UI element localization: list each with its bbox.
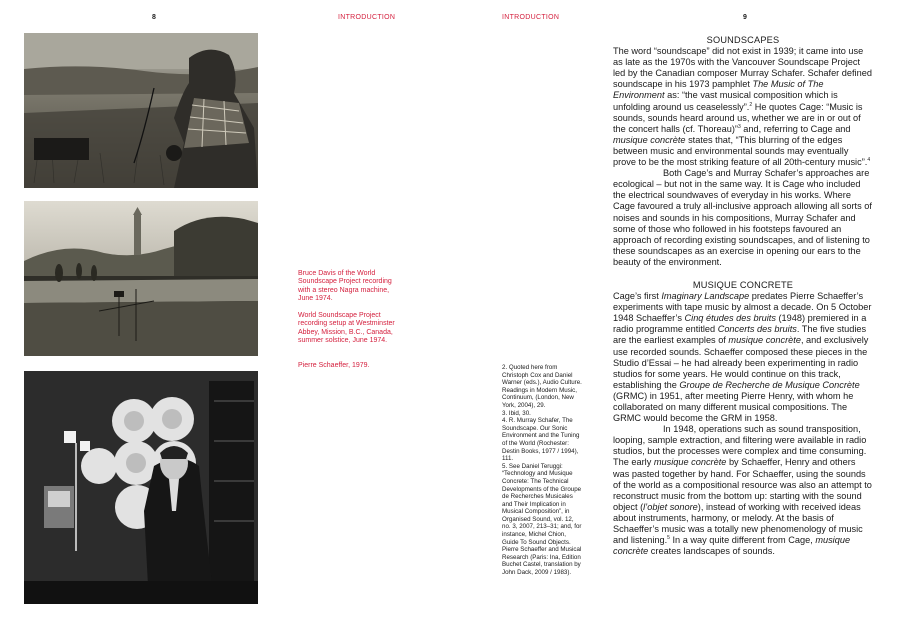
body-text-column (613, 35, 873, 557)
right-running-head: INTRODUCTION (502, 14, 560, 21)
left-folio: 8 (152, 14, 156, 21)
caption-photo-3: Pierre Schaeffer, 1979. (298, 362, 370, 369)
section-heading-musique-concrete: MUSIQUE CONCRETE (692, 279, 794, 290)
footnote-ref-2: 2 (749, 101, 753, 108)
paragraph-soundscapes-1: The word “soundscape” did not exist in 1939; it came into use as late as the 1970s with the Vancouver Soundscape Project led by the Canadian composer Murray Schafer. Schafer defined soundscape in his 1973 pamphlet The Music of The Environment as: “the vast musical composition which is unfolding around us ceaselessly”.$^2$ He quotes Cage: “Music is sounds, sounds heard around us, whether we are in or out of the concert halls (cf. Thoreau)”$^3$ and, referring to Cage and musique concrète states that, “This blurring of the edges between music and environmental sounds may eventually prove to be the most striking feature of all 20th-century music”.$^4$ (613, 46, 872, 168)
paragraph-musique-concrete-2: In 1948, operations such as sound transposition, looping, sample extraction, and filtering were available in radio studios, but the processes were complex and time consuming. The early musique concrète by Schaeffer, Henry and others was pasted together by hand. For Schaeffer, using the sounds of the world as a compositional resource was also an attempt to reconstruct music from the bottom up: starting with the sound object (l’objet sonore), instead of working with received ideas about instruments, harmony, or melody. At the basis of Schaeffer’s music was a totally new phenomenology of music and listening.$^5$ In a way quite different from Cage, musique concrète creates landscapes of sounds. (613, 424, 872, 557)
footnote-4: 4. R. Murray Schafer, The Soundscape. Our Sonic Environment and the Tuning of the World (Rochester: Destin Books, 1977 / 1994), 111. (502, 417, 580, 463)
photo-recording-in-field (24, 33, 258, 188)
right-folio: 9 (743, 14, 747, 21)
footnote-5: 5. See Daniel Teruggi: “Technology and Musique Concrete: The Technical Developments of the Groupe de Recherches Musicales and Their Implication in Musical Composition”, in Organised Sound, vol. 12, no. 3, 2007, 213–31; and, for instance, Michel Chion, Guide To Sound Objects. Pierre Schaeffer and Musical Research (Paris: Ina, Edition Buchet Castel, translation by John Dack, 2009 / 1983). (502, 462, 582, 577)
caption-photo-1: Bruce Davis of the World Soundscape Project recording with a stereo Nagra machine, June 1974. (298, 270, 392, 303)
section-heading-soundscapes: SOUNDSCAPES (706, 35, 780, 45)
paragraph-soundscapes-2: Both Cage’s and Murray Schafer’s approaches are ecological – but not in the same way. It is Cage who included the electrical soundwaves of everyday in his works. Where Cage favoured a truly all-inclusive approach allowing all sorts of noises and sounds in his compositions, Murray Schafer and some of those who followed in his footsteps favoured an approach of recording existing soundscapes, and of listening to these soundscapes as an exercise in opening our ears to the beauty of the environment. (613, 168, 872, 267)
left-running-head: INTRODUCTION (338, 14, 396, 21)
footnotes (502, 364, 582, 577)
footnote-2: 2. Quoted here from Christoph Cox and Daniel Warner (eds.), Audio Culture. Readings in Modern Music, Continuum, (London, New York, 2004), 29. (502, 364, 582, 409)
footnote-ref-5: 5 (667, 535, 670, 542)
photo-westminster-abbey-setup (24, 201, 258, 356)
footnote-ref-3: 3 (737, 123, 741, 130)
photo-pierre-schaeffer-studio (24, 371, 258, 604)
footnote-3: 3. Ibid, 30. (502, 409, 531, 417)
paragraph-musique-concrete-1: Cage’s first Imaginary Landscape predates Pierre Schaeffer’s experiments with tape music by almost a decade. On 5 October 1948 Schaeffer’s Cinq études des bruits (1948) premiered in a radio programme entitled Concerts des bruits. The five studies are the earliest examples of musique concrète, and exclusively use recorded sounds. Schaeffer composed these pieces in the Studio d’Essai – he had already been experimenting in radio studios for some years. He would continue on this track, establishing the Groupe de Recherche de Musique Concrète (GRMC) in 1951, after meeting Pierre Henry, with whom he collaborated on many different musical compositions. The GRMC would become the GRM in 1958. (613, 291, 872, 424)
caption-photo-2: World Soundscape Project recording setup at Westminster Abbey, Mission, B.C., Canada, summer solstice, June 1974. (298, 312, 395, 345)
footnote-ref-4: 4 (867, 156, 871, 163)
